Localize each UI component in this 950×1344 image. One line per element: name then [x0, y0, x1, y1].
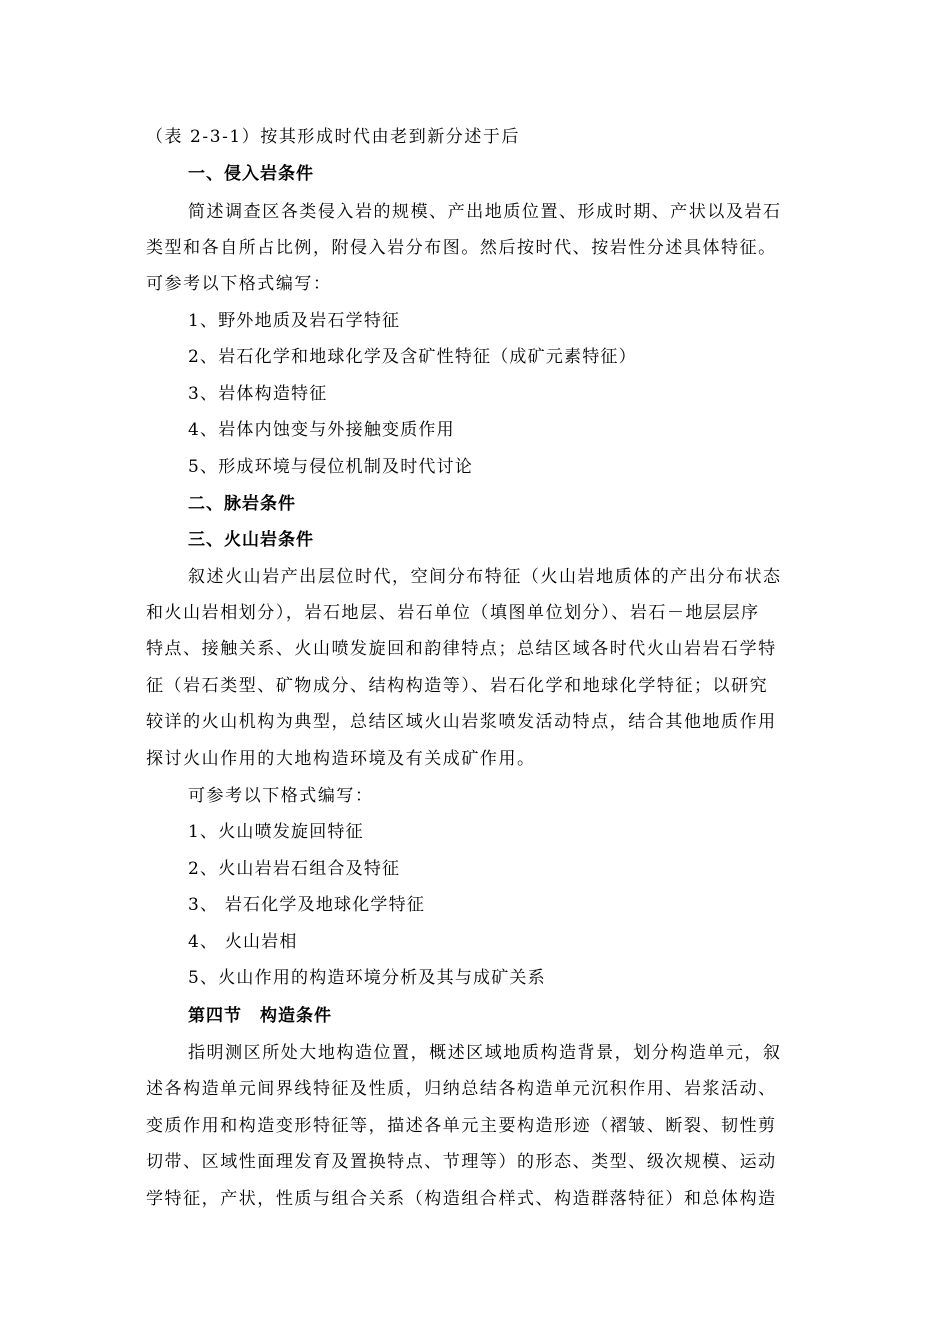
paragraph-line: 征（岩石类型、矿物成分、结构构造等）、岩石化学和地球化学特征；以研究: [146, 676, 769, 696]
paragraph-line: 可参考以下格式编写：: [188, 786, 374, 806]
paragraph-line: 学特征，产状，性质与组合关系（构造组合样式、构造群落特征）和总体构造: [146, 1189, 777, 1209]
paragraph-line: 变质作用和构造变形特征等，描述各单元主要构造形迹（褶皱、断裂、韧性剪: [146, 1116, 777, 1136]
paragraph-line: 特点、接触关系、火山喷发旋回和韵律特点；总结区域各时代火山岩岩石学特: [146, 639, 777, 659]
list-item: 2、火山岩岩石组合及特征: [188, 859, 401, 879]
paragraph-line: 指明测区所处大地构造位置，概述区域地质构造背景，划分构造单元，叙: [188, 1043, 782, 1063]
section-heading-dike-rocks: 二、脉岩条件: [188, 494, 296, 514]
paragraph-line: 类型和各自所占比例，附侵入岩分布图。然后按时代、按岩性分述具体特征。: [146, 238, 777, 258]
paragraph-line: 简述调查区各类侵入岩的规模、产出地质位置、形成时期、产状以及岩石: [188, 202, 782, 222]
section-heading-volcanic-rocks: 三、火山岩条件: [188, 530, 314, 550]
section-heading-intrusive-rocks: 一、侵入岩条件: [188, 164, 314, 184]
list-item: 3、 岩石化学及地球化学特征: [188, 895, 426, 915]
list-item: 4、岩体内蚀变与外接触变质作用: [188, 420, 455, 440]
paragraph-line: 可参考以下格式编写：: [146, 274, 332, 294]
list-item: 1、火山喷发旋回特征: [188, 822, 364, 842]
paragraph-line: 和火山岩相划分），岩石地层、岩石单位（填图单位划分）、岩石－地层层序: [146, 603, 760, 623]
paragraph-line: 叙述火山岩产出层位时代，空间分布特征（火山岩地质体的产出分布状态: [188, 567, 782, 587]
list-item: 3、岩体构造特征: [188, 384, 328, 404]
paragraph-line: 述各构造单元间界线特征及性质，归纳总结各构造单元沉积作用、岩浆活动、: [146, 1079, 777, 1099]
list-item: 2、岩石化学和地球化学及含矿性特征（成矿元素特征）: [188, 347, 637, 367]
paragraph-line: 切带、区域性面理发育及置换特点、节理等）的形态、类型、级次规模、运动: [146, 1152, 777, 1172]
list-item: 5、火山作用的构造环境分析及其与成矿关系: [188, 968, 546, 988]
section-heading-structural-conditions: 第四节 构造条件: [188, 1006, 332, 1026]
paragraph-line: 较详的火山机构为典型，总结区域火山岩浆喷发活动特点，结合其他地质作用: [146, 712, 777, 732]
paragraph-line: 探讨火山作用的大地构造环境及有关成矿作用。: [146, 749, 536, 769]
list-item: 4、 火山岩相: [188, 932, 298, 952]
list-item: 5、形成环境与侵位机制及时代讨论: [188, 457, 474, 477]
list-item: 1、野外地质及岩石学特征: [188, 311, 401, 331]
text-line: （表 2-3-1）按其形成时代由老到新分述于后: [146, 127, 520, 147]
